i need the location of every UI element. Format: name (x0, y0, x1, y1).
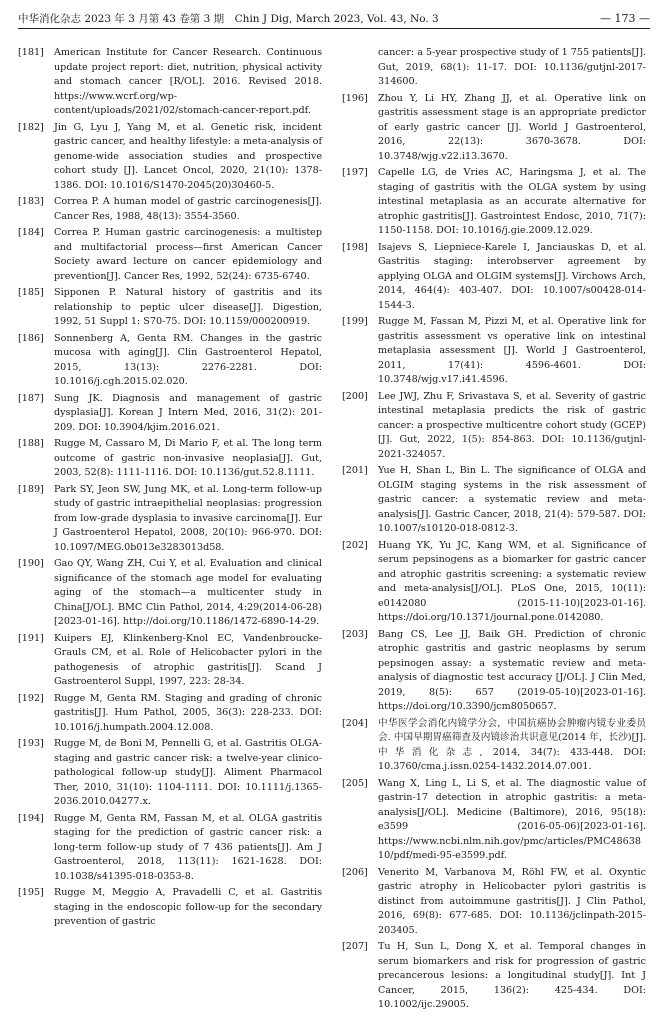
reference-text: Wang X, Ling L, Li S, et al. The diagnostic value of gastrin-17 detection in atrophic gastritis: a meta-analysis[J/OL]. Medicine (Baltimore), 2016, 95(18): e3599 (2016-05-06)[2023-01-16]. https://www.ncbi.nlm.nih.gov/pmc/articles/PMC4863810/pdf/medi-95-e3599.pdf. (378, 777, 646, 861)
reference-entry (18, 886, 322, 930)
reference-entry (18, 737, 322, 810)
references-column-left (18, 46, 322, 932)
reference-number: [181] (18, 47, 44, 58)
reference-number: [203] (342, 628, 368, 640)
reference-text: Gao QY, Wang ZH, Cui Y, et al. Evaluation and clinical significance of the stomach age model for evaluating aging of the stomach—a multicenter study in China[J/OL]. BMC Clin Pathol, 2014, 4:29(2014-06-28)[2023-01-16]. http://doi.org/10.1186/1472-6890-14-29. (54, 558, 322, 627)
reference-entry (342, 46, 646, 90)
reference-number: [193] (18, 738, 44, 749)
reference-entry (18, 226, 322, 284)
reference-entry (18, 332, 322, 390)
reference-text: 中华医学会消化内镜学分会，中国抗癌协会肿瘤内镜专业委员会. 中国早期胃癌筛查及内镜诊治共识意见(2014 年，长沙)[J]. 中华消化杂志, 2014, 34(7): 433-448. DOI: 10.3760/cma.j.issn.0254-1432.2014.07.001. (378, 717, 646, 772)
reference-entry (18, 692, 322, 736)
reference-number: [197] (342, 167, 368, 178)
reference-entry (342, 866, 646, 939)
reference-text: Correa P. Human gastric carcinogenesis: a multistep and multifactorial process—first American Cancer Society award lecture on cancer epidemiology and prevention[J]. Cancer Res, 1992, 52(24): 6735-6740. (54, 227, 322, 282)
reference-text: Capelle LG, de Vries AC, Haringsma J, et al. The staging of gastritis with the OLGA system by using intestinal metaplasia as an accurate alternative for atrophic gastritis[J]. Gastrointest Endosc, 2010, 71(7): 1150-1158. DOI: 10.1016/j.gie.2009.12.029. (378, 167, 646, 236)
reference-entry (18, 121, 322, 194)
reference-text: Rugge M, Fassan M, Pizzi M, et al. Operative link for gastritis assessment vs operative link on intestinal metaplasia assessment [J]. World J Gastroenterol, 2011, 17(41): 4596-4601. DOI: 10.3748/wjg.v17.i41.4596. (378, 316, 646, 385)
reference-text: Venerito M, Varbanova M, Röhl FW, et al. Oxyntic gastric atrophy in Helicobacter pylori gastritis is distinct from autoimmune gastritis[J]. J Clin Pathol, 2016, 69(8): 677-685. DOI: 10.1136/jclinpath-2015-203405. (378, 866, 646, 936)
reference-text: Rugge M, Meggio A, Pravadelli C, et al. Gastritis staging in the endoscopic follow-up for the secondary prevention of gastric (54, 887, 322, 927)
reference-text: Rugge M, Genta RM, Fassan M, et al. OLGA gastritis staging for the prediction of gastric cancer risk: a long-term follow-up study of 7 436 patients[J]. Am J Gastroenterol, 2018, 113(11): 1621-1628. DOI: 10.1038/s41395-018-0353-8. (54, 812, 322, 882)
journal-citation-header: 中华消化杂志 2023 年 3 月第 43 卷第 3 期 Chin J Dig, March 2023, Vol. 43, No. 3 (18, 13, 439, 25)
reference-entry (18, 557, 322, 630)
reference-text: Zhou Y, Li HY, Zhang JJ, et al. Operative link on gastritis assessment stage is an appropriate predictor of early gastric cancer [J]. World J Gastroenterol, 2016, 22(13): 3670-3678. DOI: 10.3748/wjg.v22.i13.3670. (378, 92, 646, 162)
reference-entry (18, 46, 322, 119)
reference-number: [185] (18, 287, 44, 298)
references-column-right (342, 46, 646, 1015)
reference-entry (342, 940, 646, 1013)
reference-entry (18, 195, 322, 224)
reference-text: Park SY, Jeon SW, Jung MK, et al. Long-term follow-up study of gastric intraepithelial neoplasias: progression from low-grade dysplasia to invasive carcinoma[J]. Eur J Gastroenterol Hepatol, 2008, 20(10): 966-970. DOI: 10.1097/MEG.0b013e3283013d58. (54, 483, 322, 553)
reference-entry (342, 166, 646, 239)
reference-entry (342, 628, 646, 715)
reference-entry (342, 539, 646, 626)
reference-entry (342, 777, 646, 864)
reference-number: [205] (342, 777, 368, 789)
reference-number: [199] (342, 316, 368, 327)
reference-text: Yue H, Shan L, Bin L. The significance of OLGA and OLGIM staging systems in the risk assessment of gastric cancer: a systematic review and meta-analysis[J]. Gastric Cancer, 2018, 21(4): 579-587. DOI: 10.1007/s10120-018-0812-3. (378, 465, 646, 534)
reference-entry (342, 390, 646, 463)
reference-entry (342, 92, 646, 165)
reference-number: [200] (342, 390, 368, 402)
references-body (18, 46, 650, 1010)
reference-text: Bang CS, Lee JJ, Baik GH. Prediction of chronic atrophic gastritis and gastric neoplasms by serum pepsinogen assay: a systematic review and meta-analysis of diagnostic test accuracy [J/OL]. J Clin Med, 2019, 8(5): 657 (2019-05-10)[2023-01-16]. https://doi.org/10.3390/jcm8050657. (378, 628, 646, 712)
reference-entry (18, 812, 322, 885)
reference-entry (342, 464, 646, 537)
reference-text: Sonnenberg A, Genta RM. Changes in the gastric mucosa with aging[J]. Clin Gastroenterol Hepatol, 2015, 13(13): 2276-2281. DOI: 10.1016/j.cgh.2015.02.020. (54, 332, 322, 387)
reference-number: [195] (18, 887, 44, 898)
reference-entry (18, 392, 322, 436)
reference-text: Tu H, Sun L, Dong X, et al. Temporal changes in serum biomarkers and risk for progression of gastric precancerous lesions: a longitudinal study[J]. Int J Cancer, 2015, 136(2): 425-434. DOI: 10.1002/ijc.29005. (378, 941, 646, 1010)
reference-text: Sung JK. Diagnosis and management of gastric dysplasia[J]. Korean J Intern Med, 2016, 31(2): 201-209. DOI: 10.3904/kjim.2016.021. (54, 392, 322, 433)
reference-entry (18, 483, 322, 556)
reference-number: [188] (18, 438, 44, 449)
page-number: — 173 — (600, 12, 650, 25)
reference-number: [187] (18, 392, 44, 404)
reference-text: cancer: a 5-year prospective study of 1 755 patients[J]. Gut, 2019, 68(1): 11-17. DOI: 10.1136/gutjnl-2017-314600. (378, 47, 646, 87)
reference-entry (18, 286, 322, 330)
reference-number: [191] (18, 632, 44, 644)
reference-entry (18, 632, 322, 690)
reference-number: [198] (342, 241, 368, 253)
reference-entry (18, 437, 322, 481)
reference-number: [192] (18, 692, 44, 704)
reference-text: Rugge M, Genta RM. Staging and grading of chronic gastritis[J]. Hum Pathol, 2005, 36(3): 228-233. DOI: 10.1016/j.humpath.2004.12.008. (54, 692, 322, 733)
reference-number: [202] (342, 539, 368, 551)
reference-text: Rugge M, Cassaro M, Di Mario F, et al. The long term outcome of gastric non-invasive neoplasia[J]. Gut, 2003, 52(8): 1111-1116. DOI: 10.1136/gut.52.8.1111. (54, 438, 322, 478)
reference-entry (342, 241, 646, 314)
reference-text: Sipponen P. Natural history of gastritis and its relationship to peptic ulcer disease[J]. Digestion, 1992, 51 Suppl 1: S70-75. DOI: 10.1159/000200919. (54, 287, 322, 327)
reference-text: American Institute for Cancer Research. Continuous update project report: diet, nutrition, physical activity and stomach cancer [R/OL]. 2016. Revised 2018. https://www.wcrf.org/wp-content/uploads/2021/02/stomach-cancer-report.pdf. (54, 47, 322, 116)
reference-number: [204] (342, 717, 368, 729)
reference-number: [182] (18, 121, 44, 133)
reference-text: Correa P. A human model of gastric carcinogenesis[J]. Cancer Res, 1988, 48(13): 3554-3560. (54, 196, 322, 222)
reference-text: Kuipers EJ, Klinkenberg-Knol EC, Vandenbroucke-Grauls CM, et al. Role of Helicobacter pylori in the pathogenesis of atrophic gastritis[J]. Scand J Gastroenterol Suppl, 1997, 223: 28-34. (54, 632, 322, 687)
reference-number: [183] (18, 196, 44, 207)
reference-number: [184] (18, 227, 44, 238)
running-header (18, 10, 650, 29)
reference-number: [190] (18, 558, 44, 569)
reference-number: [186] (18, 332, 44, 344)
reference-number: [206] (342, 866, 368, 878)
reference-number: [194] (18, 812, 44, 824)
reference-text: Isajevs S, Liepniece-Karele I, Janciauskas D, et al. Gastritis staging: interobserver agreement by applying OLGA and OLGIM systems[J]. Virchows Arch, 2014, 464(4): 403-407. DOI: 10.1007/s00428-014-1544-3. (378, 241, 646, 311)
reference-text: Huang YK, Yu JC, Kang WM, et al. Significance of serum pepsinogens as a biomarker for gastric cancer and atrophic gastritis screening: a systematic review and meta-analysis[J/OL]. PLoS One, 2015, 10(11): e0142080 (2015-11-10)[2023-01-16]. https://doi.org/10.1371/journal.pone.0142080. (378, 539, 646, 623)
reference-text: Lee JWJ, Zhu F, Srivastava S, et al. Severity of gastric intestinal metaplasia predicts the risk of gastric cancer: a prospective multicentre cohort study (GCEP)[J]. Gut, 2022, 1(5): 854-863. DOI: 10.1136/gutjnl-2021-324057. (378, 390, 646, 460)
reference-number: [201] (342, 465, 368, 476)
reference-number: [207] (342, 941, 368, 952)
reference-text: Rugge M, de Boni M, Pennelli G, et al. Gastritis OLGA-staging and gastric cancer risk: a twelve-year clinico-pathological follow-up study[J]. Aliment Pharmacol Ther, 2010, 31(10): 1104-1111. DOI: 10.1111/j.1365-2036.2010.04277.x. (54, 738, 322, 807)
reference-text: Jin G, Lyu J, Yang M, et al. Genetic risk, incident gastric cancer, and healthy lifestyle: a meta-analysis of genome-wide association studies and prospective cohort study [J]. Lancet Oncol, 2020, 21(10): 1378-1386. DOI: 10.1016/S1470-2045(20)30460-5. (54, 121, 322, 191)
reference-entry (342, 315, 646, 388)
reference-number: [196] (342, 92, 368, 104)
reference-entry (342, 717, 646, 775)
reference-number: [189] (18, 483, 44, 495)
